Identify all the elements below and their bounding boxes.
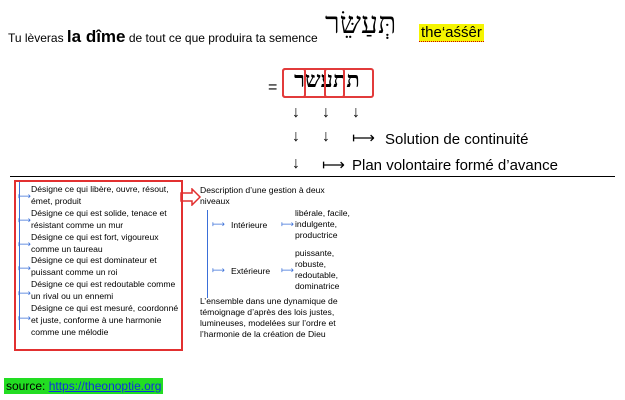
blue-arrow-exterieure: ⟼ (212, 265, 225, 275)
down-arrow-4: ↓ (292, 128, 300, 145)
description-text: Description d’une gestion à deux niveaux (200, 185, 325, 206)
hebrew-inner-box-left (282, 68, 306, 98)
down-arrow-2: ↓ (322, 104, 330, 121)
source-credit (4, 378, 163, 394)
right-bracket-line (207, 210, 208, 284)
letters-meaning-list (31, 184, 181, 339)
blue-arrow-interieure: ⟼ (212, 219, 225, 229)
down-arrow-5: ↓ (322, 128, 330, 145)
equals-sign: = (268, 79, 278, 96)
verse-sentence (8, 27, 318, 47)
interieure-values: libérale, facile, indulgente, productrice (295, 208, 350, 240)
blue-arrow-6: ⟼ (18, 313, 31, 323)
right-arrow-plan: ⟼ (322, 157, 345, 174)
meaning-item: Désigne ce qui est solide, tenace et résistant comme un mur (31, 207, 167, 230)
plan-note: Plan volontaire formé d’avance (352, 157, 558, 174)
solution-note: Solution de continuité (385, 131, 529, 148)
verse-suffix: de tout ce que produira ta semence (128, 31, 318, 45)
meaning-item: Désigne ce qui est mesuré, coordonné et juste, conforme à une harmonie comme une mélodie (31, 303, 179, 337)
blue-arrow-interieure-values: ⟼ (281, 219, 294, 229)
exterieure-values: puissante, robuste, redoutable, dominatrice (295, 248, 340, 291)
source-link[interactable]: https://theonoptie.org (48, 379, 162, 393)
separator-line (10, 176, 615, 177)
hebrew-word: תְּעַשֵּׂר (325, 6, 397, 41)
blue-arrow-1: ⟼ (18, 191, 31, 201)
blue-arrow-4: ⟼ (18, 263, 31, 273)
down-arrow-3: ↓ (352, 104, 360, 121)
interieure-label: Intérieure (231, 220, 268, 230)
hebrew-decomposed: תתעשר (294, 67, 360, 93)
meaning-item: Désigne ce qui est dominateur et puissant comme un roi (31, 255, 157, 278)
blue-arrow-2: ⟼ (18, 215, 31, 225)
right-arrow-solution: ⟼ (352, 130, 375, 147)
conclusion-text: L’ensemble dans une dynamique de témoignage d’après des lois justes, lumineuses, modelées sur l’ordre et l’harmonie de la création de Dieu (200, 296, 338, 339)
meaning-item: Désigne ce qui est fort, vigoureux comme un taureau (31, 231, 159, 254)
verse-bold: la dîme (66, 27, 126, 46)
blue-arrow-exterieure-values: ⟼ (281, 265, 294, 275)
verse-prefix: Tu lèveras (8, 31, 64, 45)
meaning-item: Désigne ce qui libère, ouvre, résout, émet, produit (31, 184, 169, 206)
blue-arrow-5: ⟼ (18, 288, 31, 298)
blue-arrow-3: ⟼ (18, 239, 31, 249)
meaning-item: Désigne ce qui est redoutable comme un rival ou un ennemi (31, 279, 176, 302)
source-label: source: (6, 379, 46, 393)
down-arrow-1: ↓ (292, 104, 300, 121)
hebrew-inner-box-mid (324, 68, 345, 98)
red-connector-arrow (180, 188, 202, 206)
transliteration: the‘aśśêr (421, 24, 482, 41)
exterieure-label: Extérieure (231, 266, 271, 276)
down-arrow-6: ↓ (292, 155, 300, 172)
